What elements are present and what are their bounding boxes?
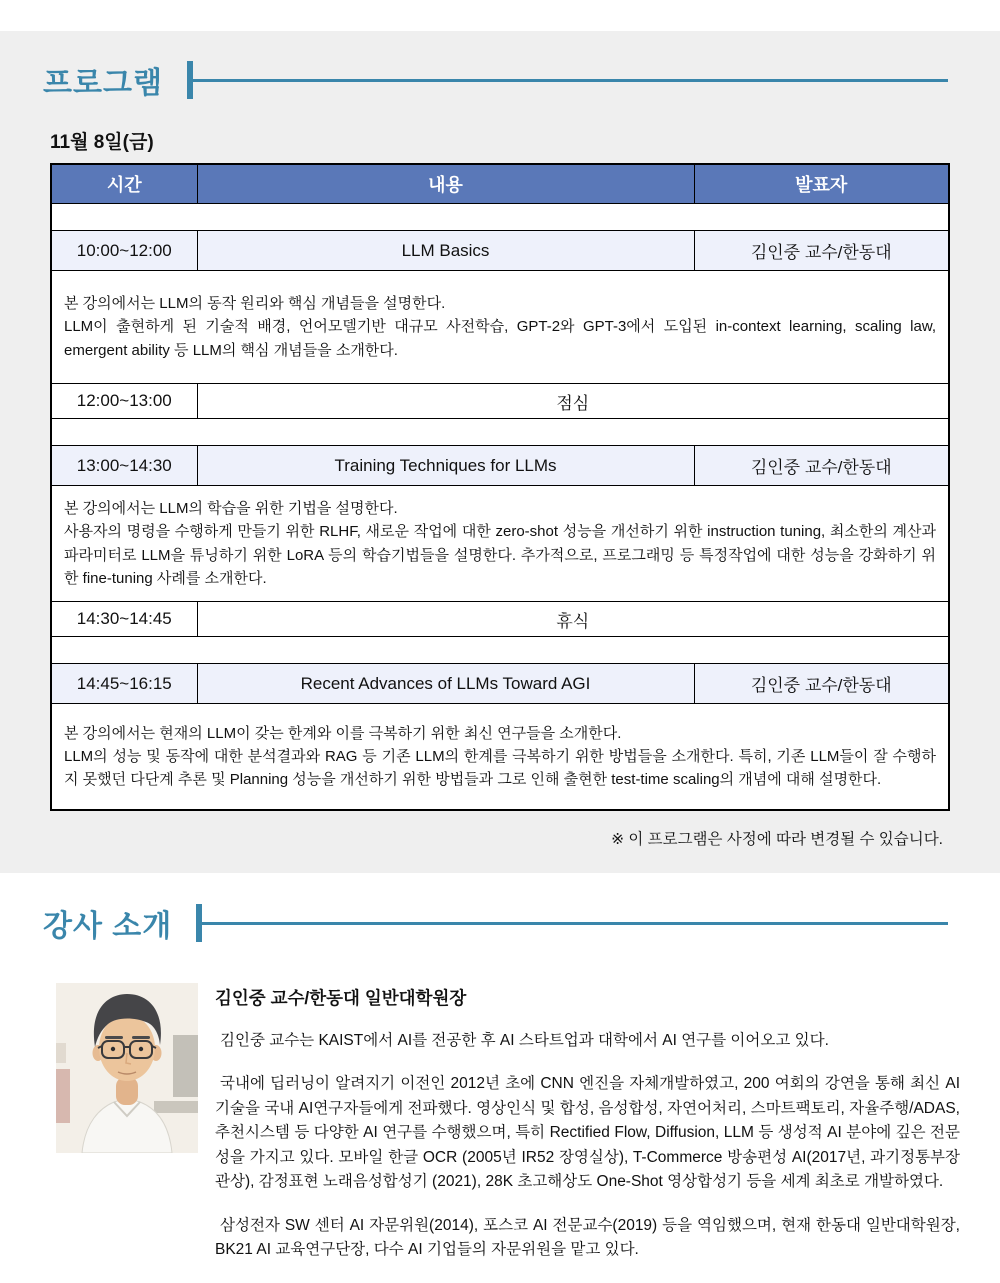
column-header-time: 시간 bbox=[51, 164, 197, 204]
session-time: 14:30~14:45 bbox=[51, 602, 197, 637]
program-section-header bbox=[43, 58, 948, 102]
program-section-title: 프로그램 bbox=[43, 67, 163, 100]
description-line: 본 강의에서는 현재의 LLM이 갖는 한계와 이를 극복하기 위한 최신 연구들을 소개한다. bbox=[64, 724, 622, 742]
spacer-row bbox=[51, 419, 949, 446]
description-line: LLM의 성능 및 동작에 대한 분석결과와 RAG 등 기존 LLM의 한계를 극복하기 위한 방법들을 소개한다. 특히, 기존 LLM들이 잘 수행하지 못했던 다단계 추론 및 Planning 성능을 개선하기 위한 방법들과 그로 인해 출현한 test-time scaling의 개념에 대해 설명한다. bbox=[64, 747, 936, 789]
bio-paragraph: 김인중 교수는 KAIST에서 AI를 전공한 후 AI 스타트업과 대학에서 AI 연구를 이어오고 있다. bbox=[220, 1032, 829, 1049]
spacer-row bbox=[51, 637, 949, 664]
portrait-illustration bbox=[56, 983, 198, 1153]
instructor-portrait-photo bbox=[56, 983, 198, 1153]
section-rule-line bbox=[202, 922, 948, 925]
session-presenter: 김인중 교수/한동대 bbox=[694, 664, 949, 704]
session-content: LLM Basics bbox=[197, 231, 694, 271]
session-time: 14:45~16:15 bbox=[51, 664, 197, 704]
session-row-break bbox=[51, 602, 949, 637]
session-row-llm-basics bbox=[51, 231, 949, 271]
session-row-lunch bbox=[51, 384, 949, 419]
column-header-presenter: 발표자 bbox=[694, 164, 949, 204]
instructor-section-title: 강사 소개 bbox=[43, 910, 173, 943]
description-row bbox=[51, 704, 949, 811]
program-date-label: 11월 8일(금) bbox=[50, 132, 154, 153]
description-line: 본 강의에서는 LLM의 동작 원리와 핵심 개념들을 설명한다. bbox=[64, 295, 446, 313]
session-content: Recent Advances of LLMs Toward AGI bbox=[197, 664, 694, 704]
session-content: 휴식 bbox=[197, 602, 949, 637]
program-section bbox=[0, 31, 1000, 873]
column-header-content: 내용 bbox=[197, 164, 694, 204]
instructor-bio bbox=[215, 983, 960, 1263]
instructor-body bbox=[56, 983, 968, 1263]
spacer-row bbox=[51, 204, 949, 231]
session-row-training-techniques bbox=[51, 446, 949, 486]
session-presenter: 김인중 교수/한동대 bbox=[694, 231, 949, 271]
description-row bbox=[51, 486, 949, 602]
top-margin-strip bbox=[0, 0, 1000, 31]
session-presenter: 김인중 교수/한동대 bbox=[694, 446, 949, 486]
program-schedule-table bbox=[50, 163, 950, 811]
session-content: 점심 bbox=[197, 384, 949, 419]
instructor-section bbox=[0, 873, 1000, 1283]
session-time: 10:00~12:00 bbox=[51, 231, 197, 271]
description-line: 사용자의 명령을 수행하게 만들기 위한 RLHF, 새로운 작업에 대한 zero-shot 성능을 개선하기 위한 instruction tuning, 최소한의 계산과 파라미터로 LLM을 튜닝하기 위한 LoRA 등의 학습기법들을 설명한다. 추가적으로, 프로그래밍 등 특정작업에 대한 성능을 강화하기 위한 fine-tuning 사례를 소개한다. bbox=[64, 523, 936, 587]
description-row bbox=[51, 271, 949, 384]
session-time: 12:00~13:00 bbox=[51, 384, 197, 419]
description-line: LLM이 출현하게 된 기술적 배경, 언어모델기반 대규모 사전학습, GPT-2와 GPT-3에서 도입된 in-context learning, scaling law, emergent ability 등 LLM의 핵심 개념들을 소개한다. bbox=[64, 318, 936, 359]
program-change-note: ※ 이 프로그램은 사정에 따라 변경될 수 있습니다. bbox=[611, 831, 943, 848]
bio-paragraph: 국내에 딥러닝이 알려지기 이전인 2012년 초에 CNN 엔진을 자체개발하였고, 200 여회의 강연을 통해 최신 AI 기술을 국내 AI연구자들에게 전파했다. 영상인식 및 합성, 음성합성, 자연어처리, 스마트팩토리, 자율주행/ADAS, 추천시스템 등 다양한 AI 연구를 수행했으며, 특히 Rectified Flow, Diffusion, LLM 등 생성적 AI 분야에 깊은 전문성을 가지고 있다. 모바일 한글 OCR (2005년 IR52 장영실상), T-Commerce 방송편성 AI(2017년, 과기정통부장관상), 감정표현 노래음성합성기 (2021), 28K 초고해상도 One-Shot 영상합성기 등을 세계 최초로 개발하였다. bbox=[215, 1075, 960, 1191]
session-time: 13:00~14:30 bbox=[51, 446, 197, 486]
description-line: 본 강의에서는 LLM의 학습을 위한 기법을 설명한다. bbox=[64, 500, 398, 517]
session-row-recent-advances bbox=[51, 664, 949, 704]
session-content: Training Techniques for LLMs bbox=[197, 446, 694, 486]
section-rule-line bbox=[193, 79, 948, 82]
bio-paragraph: 삼성전자 SW 센터 AI 자문위원(2014), 포스코 AI 전문교수(2019) 등을 역임했으며, 현재 한동대 일반대학원장, BK21 AI 교육연구단장, 다수 AI 기업들의 자문위원을 맡고 있다. bbox=[215, 1216, 960, 1259]
instructor-name-title: 김인중 교수/한동대 일반대학원장 bbox=[215, 988, 467, 1008]
table-header-row bbox=[51, 164, 949, 204]
instructor-section-header bbox=[43, 901, 948, 945]
